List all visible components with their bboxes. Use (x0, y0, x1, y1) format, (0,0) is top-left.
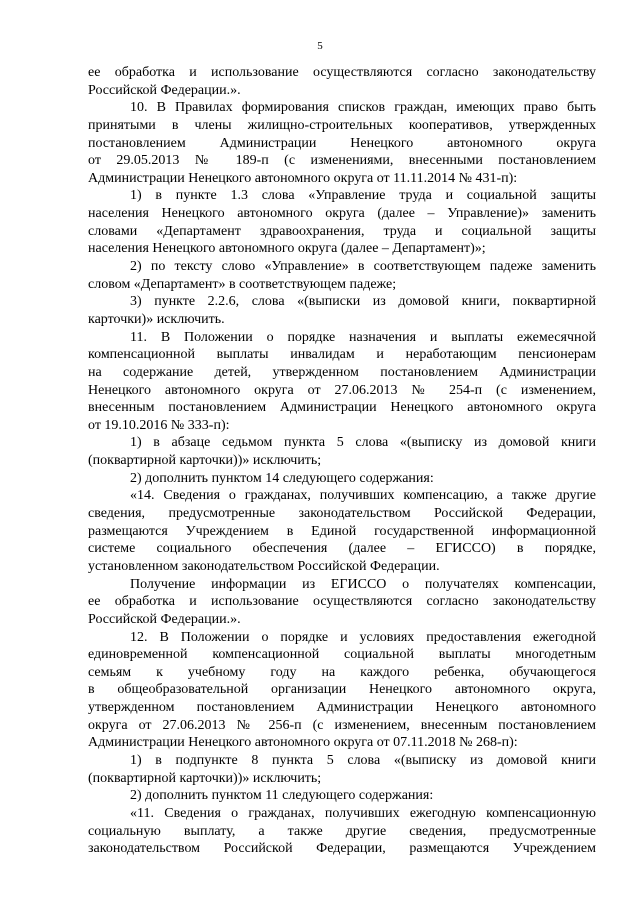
text-line: ее обработка и использование осуществляются согласно законодательству (88, 594, 596, 610)
text-line: 11. В Положении о порядке назначения и выплаты ежемесячной (130, 329, 596, 345)
text-line: в общеобразовательной организации Ненецкого автономного округа, (88, 682, 596, 698)
text-line: 1) в абзаце седьмом пункта 5 слова «(выписку из домовой книги (130, 435, 596, 451)
text-line: сведения, предусмотренные законодательством Российской Федерации, (88, 506, 596, 522)
text-line: социальную выплату, а также другие сведения, предусмотренные (88, 823, 596, 839)
text-line: Российской Федерации.». (88, 611, 241, 627)
text-line: от 19.10.2016 № 333-п): (88, 417, 230, 433)
text-line: населения Ненецкого автономного округа (далее – Управление)» заменить (88, 206, 596, 222)
text-line: 3) пункте 2.2.6, слова «(выписки из домовой книги, поквартирной (130, 294, 596, 310)
text-line: (поквартирной карточки))» исключить; (88, 770, 322, 786)
text-line: системе социального обеспечения (далее – ЕГИССО) в порядке, (88, 541, 596, 557)
text-line: на содержание детей, утвержденном постановлением Администрации (88, 364, 596, 380)
text-line: Ненецкого автономного округа от 27.06.2013 № 254-п (с изменением, (88, 382, 596, 398)
text-line: Российской Федерации.». (88, 82, 241, 98)
text-line: ее обработка и использование осуществляются согласно законодательству (88, 65, 596, 80)
text-line: размещаются Учреждением в Единой государственной информационной (88, 523, 596, 539)
text-line: Администрации Ненецкого автономного округа от 11.11.2014 № 431-п): (88, 170, 518, 186)
text-line: от 29.05.2013 № 189-п (с изменениями, внесенными постановлением (88, 153, 596, 169)
text-line: карточки)» исключить. (88, 311, 225, 327)
text-line: единовременной компенсационной социальной выплаты многодетным (88, 647, 596, 663)
text-line: законодательством Российской Федерации, размещаются Учреждением (88, 841, 596, 857)
text-line: 1) в пункте 1.3 слова «Управление труда и социальной защиты (130, 188, 596, 204)
document-body (88, 64, 596, 858)
text-line: 2) дополнить пунктом 11 следующего содержания: (130, 788, 434, 804)
text-line: «14. Сведения о гражданах, получивших компенсацию, а также другие (130, 488, 596, 504)
text-line: «11. Сведения о гражданах, получивших ежегодную компенсационную (130, 805, 596, 821)
text-line: Администрации Ненецкого автономного округа от 07.11.2018 № 268-п): (88, 735, 518, 751)
text-line: 2) дополнить пунктом 14 следующего содержания: (130, 470, 434, 486)
text-line: 10. В Правилах формирования списков граждан, имеющих право быть (130, 100, 596, 116)
text-line: населения Ненецкого автономного округа (далее – Департамент)»; (88, 241, 486, 257)
text-line: семьям к учебному году на каждого ребенка, обучающегося (88, 664, 596, 680)
text-line: словами «Департамент здравоохранения, труда и социальной защиты (88, 223, 596, 239)
text-line: Получение информации из ЕГИССО о получателях компенсации, (130, 576, 596, 592)
text-line: словом «Департамент» в соответствующем падеже; (88, 276, 397, 292)
text-line: установленном законодательством Российской Федерации. (88, 558, 440, 574)
text-line: 1) в подпункте 8 пункта 5 слова «(выписку из домовой книги (130, 752, 596, 768)
text-line: округа от 27.06.2013 № 256-п (с изменением, внесенным постановлением (88, 717, 596, 733)
text-line: постановлением Администрации Ненецкого автономного округа (88, 135, 596, 151)
text-line: 2) по тексту слово «Управление» в соответствующем падеже заменить (130, 259, 596, 275)
text-line: внесенным постановлением Администрации Ненецкого автономного округа (88, 400, 596, 416)
text-line: (поквартирной карточки))» исключить; (88, 453, 322, 469)
text-line: принятыми в члены жилищно-строительных кооперативов, утвержденных (88, 117, 596, 133)
page-number: 5 (317, 40, 323, 52)
text-line: утвержденном постановлением Администрации Ненецкого автономного (88, 700, 596, 716)
text-line: 12. В Положении о порядке и условиях предоставления ежегодной (130, 629, 596, 645)
text-line: компенсационной выплаты инвалидам и неработающим пенсионерам (88, 347, 596, 363)
